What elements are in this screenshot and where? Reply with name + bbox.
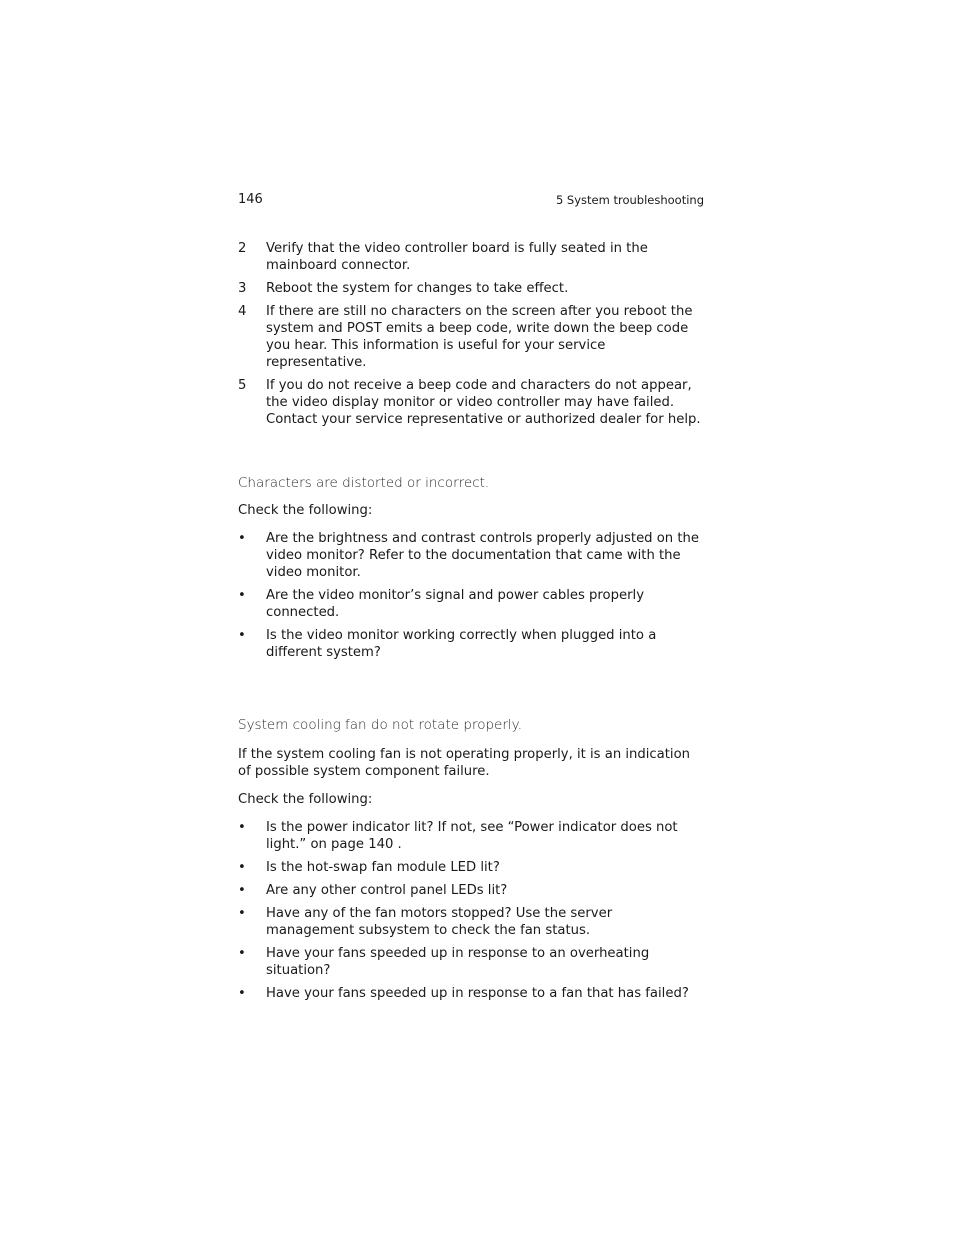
section-subheading-distorted-characters: Characters are distorted or incorrect. [238, 475, 490, 491]
bullet-marker: • [238, 946, 246, 961]
list-item [238, 905, 704, 939]
list-item [238, 859, 704, 876]
list-item-text: Are the brightness and contrast controls properly adjusted on the video monitor? Refer to the documentation that came with the video monitor. [266, 531, 700, 580]
fan-failure-paragraph: If the system cooling fan is not operating properly, it is an indication of possible system component failure. [238, 747, 691, 779]
section-subheading-cooling-fan: System cooling fan do not rotate properly. [238, 717, 523, 733]
step-item [238, 240, 704, 274]
step-text: Reboot the system for changes to take effect. [266, 281, 569, 296]
list-item-text: Is the video monitor working correctly when plugged into a different system? [266, 628, 657, 660]
step-number: 3 [238, 281, 247, 296]
bullet-list-monitor-checks [238, 530, 704, 661]
bullet-marker: • [238, 531, 246, 546]
list-item-text: Have your fans speeded up in response to a fan that has failed? [266, 986, 689, 1001]
check-intro: Check the following: [238, 503, 373, 518]
step-text: If there are still no characters on the screen after you reboot the system and POST emits a beep code, write down the beep code you hear. This information is useful for your service representative. [266, 304, 693, 370]
step-text: Verify that the video controller board is fully seated in the mainboard connector. [266, 241, 648, 273]
bullet-marker: • [238, 588, 246, 603]
list-item [238, 819, 704, 853]
document-page [238, 190, 704, 1008]
step-text: If you do not receive a beep code and characters do not appear, the video display monitor or video controller may have failed. Contact your service representative or authorized dealer for help. [266, 378, 701, 427]
bullet-marker: • [238, 820, 246, 835]
step-number: 2 [238, 241, 247, 256]
step-item [238, 303, 704, 371]
page-header [238, 190, 704, 210]
list-item [238, 945, 704, 979]
page-number: 146 [238, 192, 263, 207]
step-number: 4 [238, 304, 247, 319]
list-item [238, 587, 704, 621]
list-item-text: Have your fans speeded up in response to an overheating situation? [266, 946, 650, 978]
bullet-marker: • [238, 883, 246, 898]
list-item-text: Have any of the fan motors stopped? Use the server management subsystem to check the fan status. [266, 906, 613, 938]
list-item [238, 530, 704, 581]
list-item [238, 985, 704, 1002]
bullet-marker: • [238, 906, 246, 921]
list-item-text: Are any other control panel LEDs lit? [266, 883, 508, 898]
bullet-marker: • [238, 628, 246, 643]
bullet-marker: • [238, 986, 246, 1001]
step-item [238, 377, 704, 428]
running-header-chapter: 5 System troubleshooting [555, 193, 704, 207]
bullet-list-fan-checks [238, 819, 704, 1002]
step-number: 5 [238, 378, 247, 393]
list-item [238, 882, 704, 899]
step-item [238, 280, 704, 297]
check-intro: Check the following: [238, 792, 373, 807]
list-item-text: Is the power indicator lit? If not, see “Power indicator does not light.” on page 140 . [266, 820, 678, 852]
list-item-text: Is the hot-swap fan module LED lit? [266, 860, 500, 875]
list-item-text: Are the video monitor’s signal and power cables properly connected. [266, 588, 645, 620]
bullet-marker: • [238, 860, 246, 875]
numbered-steps [238, 240, 704, 428]
list-item [238, 627, 704, 661]
